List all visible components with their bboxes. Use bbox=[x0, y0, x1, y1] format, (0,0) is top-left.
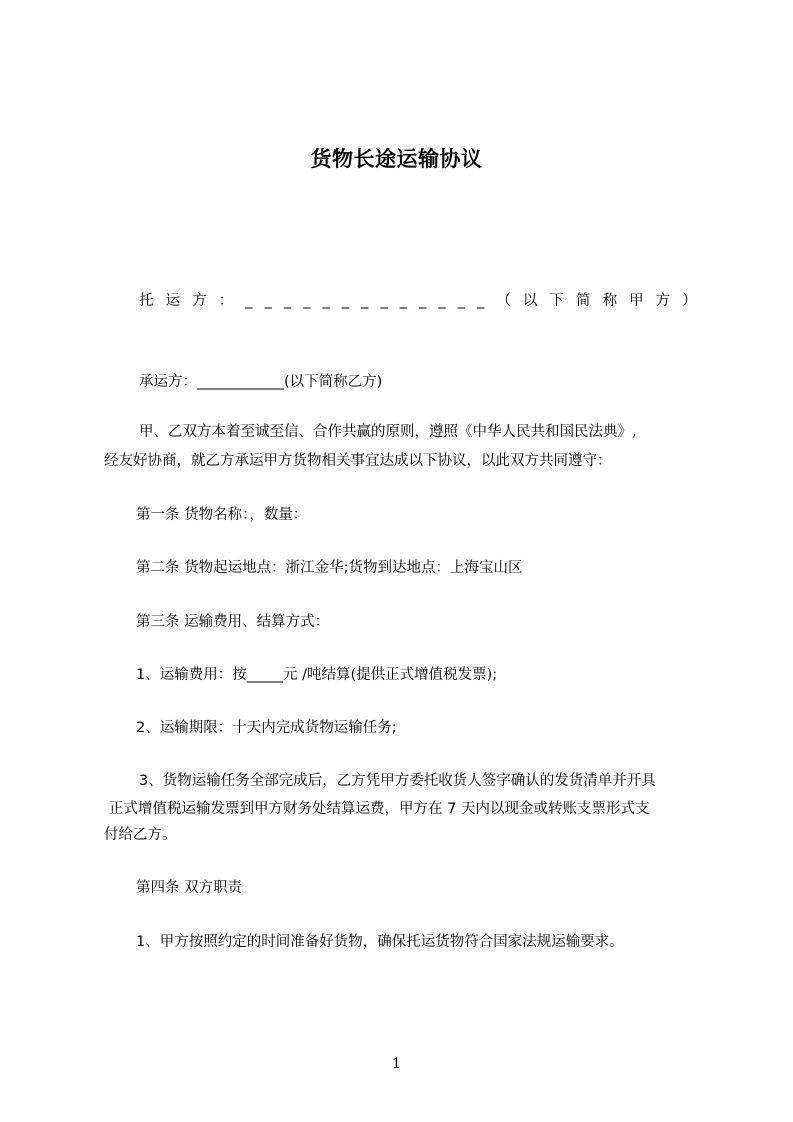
consignor-line-char: ） bbox=[682, 293, 697, 309]
article-2: 第二条 货物起运地点：浙江金华;货物到达地点：上海宝山区 bbox=[136, 560, 523, 576]
article-3-item-3-line-2: 正式增值税运输发票到甲方财务处结算运费，甲方在 7 天内以现金或转账支票形式支 bbox=[109, 801, 650, 817]
consignor-line-char: 简 bbox=[576, 293, 591, 309]
consignor-line-char: _ bbox=[399, 293, 407, 309]
consignor-line-char: 以 bbox=[522, 293, 538, 309]
consignor-line-char: _ bbox=[341, 293, 350, 309]
consignor-line-char: _ bbox=[322, 293, 330, 309]
document-title: 货物长途运输协议 bbox=[310, 147, 483, 171]
article-1: 第一条 货物名称：，数量： bbox=[136, 507, 308, 523]
consignor-line-char: 方 bbox=[192, 293, 207, 309]
consignor-line-char: _ bbox=[303, 293, 311, 309]
article-3-item-2: 2、运输期限：十天内完成货物运输任务; bbox=[136, 720, 397, 736]
carrier-line: 承运方：____________(以下简称乙方) bbox=[139, 374, 383, 390]
article-3: 第三条 运输费用、结算方式： bbox=[136, 614, 330, 630]
intro-paragraph-line-1: 甲、乙双方本着至诚至信、合作共赢的原则，遵照《中华人民共和国民法典》, bbox=[139, 424, 637, 440]
consignor-line-char: _ bbox=[245, 293, 253, 309]
article-4-duty-1: 1、甲方按照约定的时间准备好货物，确保托运货物符合国家法规运输要求。 bbox=[136, 934, 624, 950]
consignor-line-char: _ bbox=[457, 293, 465, 309]
consignor-line-char: _ bbox=[361, 293, 369, 309]
intro-paragraph-line-2: 经友好协商，就乙方承运甲方货物相关事宜达成以下协议，以此双方共同遵守： bbox=[104, 453, 612, 469]
consignor-line-char: 下 bbox=[549, 293, 564, 309]
consignor-line-char: _ bbox=[477, 293, 485, 309]
article-3-item-3-line-3: 付给乙方。 bbox=[104, 827, 177, 843]
article-4: 第四条 双方职责 bbox=[136, 880, 243, 896]
consignor-line-char: _ bbox=[380, 293, 388, 309]
consignor-line-char: 称 bbox=[602, 293, 618, 309]
article-3-item-3-line-1: 3、货物运输任务全部完成后，乙方凭甲方委托收货人签字确认的发货清单并开具 bbox=[139, 773, 656, 789]
consignor-line-char: （ bbox=[496, 293, 511, 309]
consignor-line-char: 甲 bbox=[629, 293, 644, 309]
consignor-line-char: ： bbox=[218, 293, 234, 309]
consignor-line-char: _ bbox=[419, 293, 427, 309]
consignor-line-char: 方 bbox=[655, 293, 671, 309]
consignor-line-char: _ bbox=[264, 293, 272, 309]
consignor-line-char: 运 bbox=[165, 293, 181, 309]
page-number: 1 bbox=[392, 1056, 401, 1072]
consignor-line-char: _ bbox=[283, 293, 292, 309]
article-3-item-1: 1、运输费用：按_____元 /吨结算(提供正式增值税发票); bbox=[136, 667, 498, 683]
consignor-line-char: _ bbox=[438, 293, 446, 309]
consignor-line bbox=[139, 290, 697, 312]
consignor-line-char: 托 bbox=[139, 293, 154, 309]
